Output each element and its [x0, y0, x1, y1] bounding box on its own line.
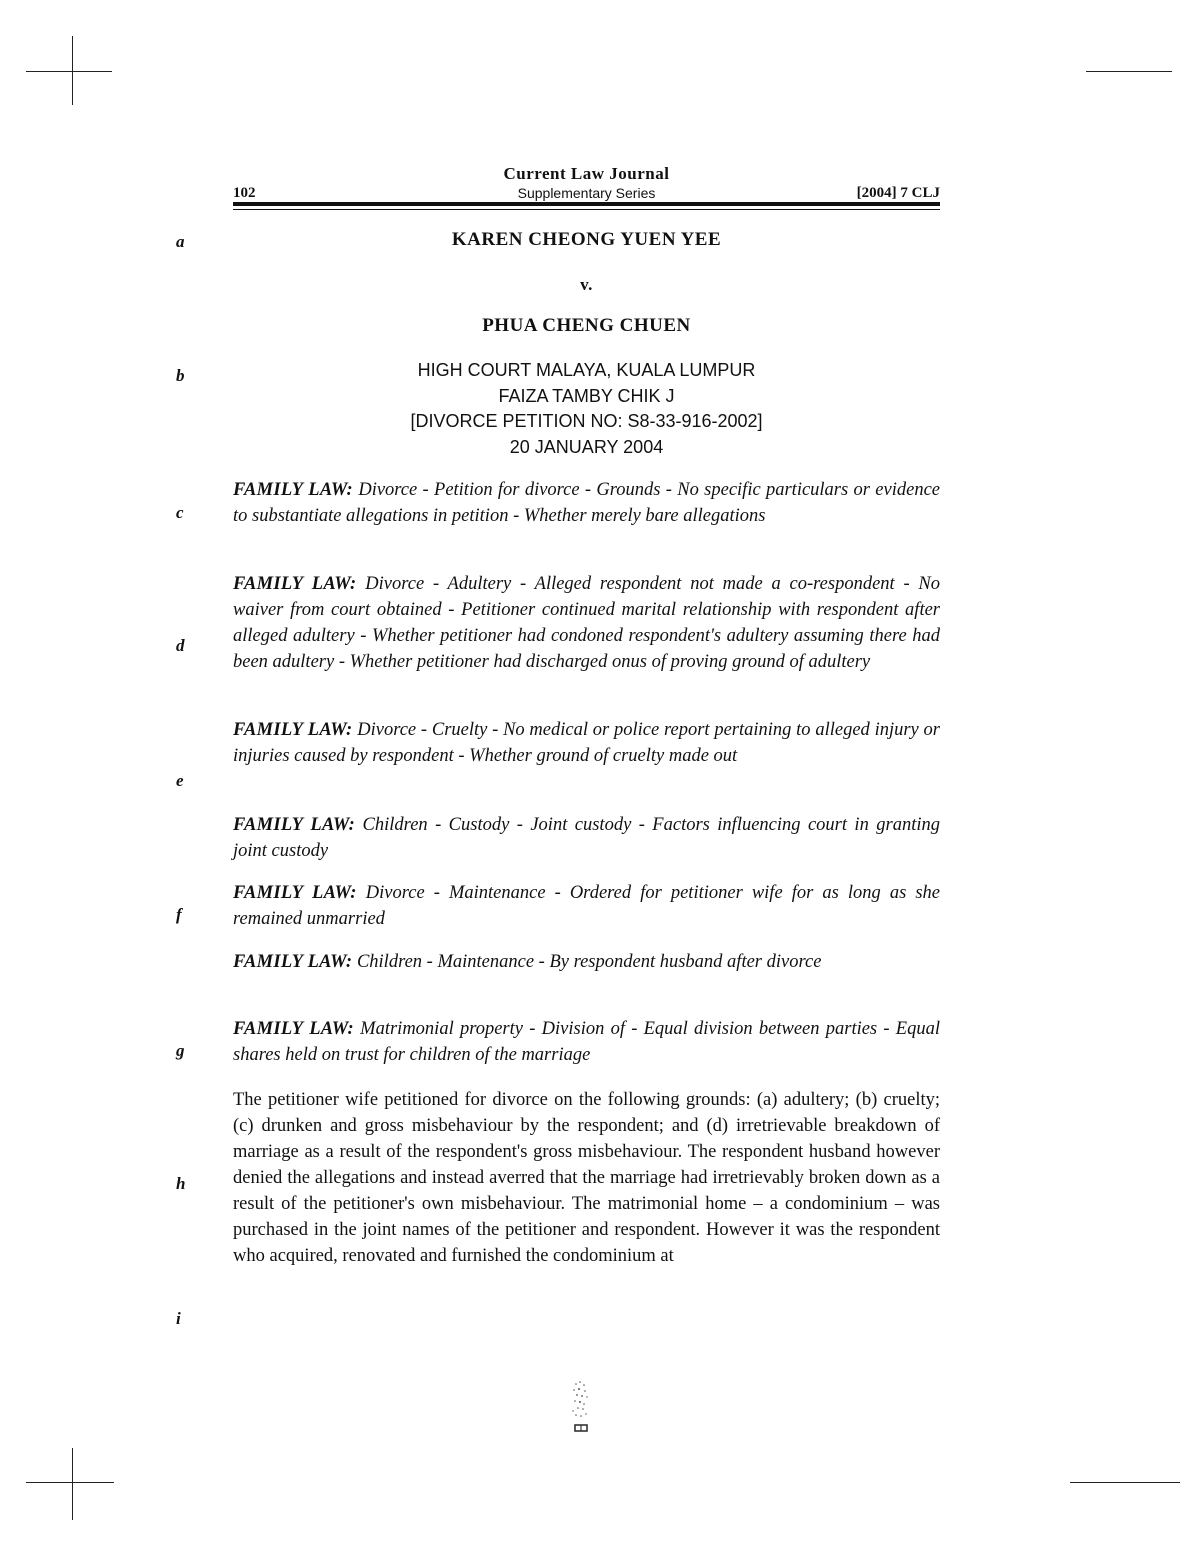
- margin-letter: d: [176, 636, 185, 655]
- headnote-text: Matrimonial property - Division of - Equal division between parties - Equal shares held on trust for children of the marriage: [233, 1019, 940, 1065]
- headnote-text: Children - Maintenance - By respondent husband after divorce: [352, 952, 822, 972]
- headnote-lead: FAMILY LAW:: [233, 720, 353, 740]
- headnote-text: Divorce - Cruelty - No medical or police report pertaining to alleged injury or injuries caused by respondent - Whether ground of cruelty made out: [233, 720, 940, 766]
- margin-letter: f: [176, 905, 182, 924]
- case-respondent: PHUA CHENG CHUEN: [482, 315, 691, 336]
- headnote-lead: FAMILY LAW:: [233, 574, 357, 594]
- crop-mark-bottom-right-horizontal: [1070, 1482, 1180, 1483]
- headnote: [233, 571, 940, 675]
- headnote-text: Divorce - Petition for divorce - Grounds - No specific particulars or evidence to substantiate allegations in petition - Whether merely bare allegations: [233, 480, 940, 526]
- headnote-text: Children - Custody - Joint custody - Factors influencing court in granting joint custody: [233, 815, 940, 861]
- judgment-date: 20 JANUARY 2004: [509, 436, 664, 457]
- journal-series: Supplementary Series: [517, 185, 656, 201]
- journal-title: Current Law Journal: [503, 164, 670, 183]
- header-rule-thin: [233, 209, 940, 210]
- headnote-lead: FAMILY LAW:: [233, 815, 356, 835]
- margin-letter: b: [176, 366, 185, 385]
- court-details: [233, 358, 940, 460]
- headnote: [233, 1016, 940, 1068]
- margin-letter: c: [176, 503, 184, 522]
- court-name: HIGH COURT MALAYA, KUALA LUMPUR: [417, 360, 756, 380]
- margin-letter: e: [176, 771, 184, 790]
- case-versus: v.: [580, 275, 593, 294]
- headnote-text: Divorce - Maintenance - Ordered for petitioner wife for as long as she remained unmarried: [233, 883, 940, 929]
- margin-letter: g: [176, 1041, 185, 1060]
- petition-number: [DIVORCE PETITION NO: S8-33-916-2002]: [410, 411, 763, 431]
- headnote-lead: FAMILY LAW:: [233, 883, 357, 903]
- margin-letter: h: [176, 1174, 186, 1193]
- headnote-lead: FAMILY LAW:: [233, 1019, 354, 1039]
- crop-mark-top-left-horizontal: [26, 71, 112, 72]
- headnote: [233, 812, 940, 864]
- judge-name: FAIZA TAMBY CHIK J: [498, 385, 675, 406]
- headnote: [233, 949, 940, 975]
- header-rule-thick: [233, 202, 940, 206]
- page-number: 102: [233, 185, 256, 201]
- margin-letter: i: [176, 1309, 181, 1328]
- headnote-lead: FAMILY LAW:: [233, 480, 354, 500]
- crop-mark-bottom-left-horizontal: [26, 1482, 114, 1483]
- crop-mark-top-right-horizontal: [1086, 71, 1172, 72]
- headnote: [233, 717, 940, 769]
- case-petitioner: KAREN CHEONG YUEN YEE: [451, 229, 722, 250]
- body-paragraph: The petitioner wife petitioned for divorce on the following grounds: (a) adultery; (b) cruelty; (c) drunken and gross misbehaviour by the respondent; and (d) irretrievable breakdown of marriage as a result of the respondent's gross misbehaviour. The respondent husband however denied the allegations and instead averred that the marriage had irretrievably broken down as a result of the petitioner's own misbehaviour. The matrimonial home – a condominium – was purchased in the joint names of the petitioner and respondent. However it was the respondent who acquired, renovated and furnished the condominium at: [233, 1090, 940, 1266]
- clj-logo-icon: [566, 1378, 596, 1438]
- headnote-lead: FAMILY LAW:: [233, 952, 353, 972]
- crop-mark-bottom-left-vertical: [72, 1448, 73, 1520]
- headnote: [233, 477, 940, 529]
- citation: [2004] 7 CLJ: [856, 185, 940, 201]
- margin-letter: a: [176, 232, 185, 251]
- headnote-text: Divorce - Adultery - Alleged respondent not made a co-respondent - No waiver from court obtained - Petitioner continued marital relationship with respondent after alleged adultery - Whether petitioner had condoned respondent's adultery assuming there had been adultery - Whether petitioner had discharged onus of proving ground of adultery: [233, 574, 940, 672]
- headnote: [233, 880, 940, 932]
